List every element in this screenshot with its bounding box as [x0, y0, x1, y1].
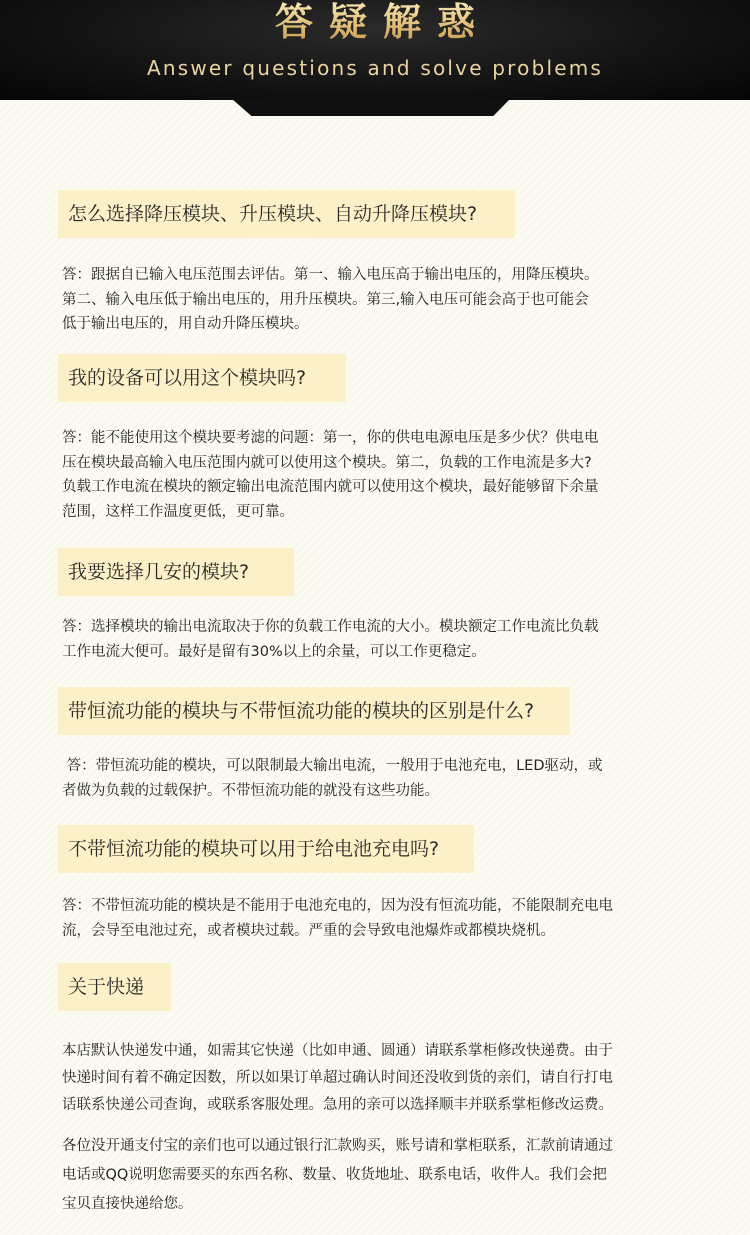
faq-question-2: 我的设备可以用这个模块吗?	[58, 354, 346, 402]
shipping-heading: 关于快递	[58, 963, 171, 1011]
header-tab-decoration	[232, 99, 510, 116]
answer-line: 答：跟据自已输入电压范围去评估。第一、输入电压高于输出电压的，用降压模块。	[62, 267, 599, 283]
answer-line: 宝贝直接快递给您。	[62, 1196, 193, 1212]
answer-line: 压在模块最高输入电压范围内就可以使用这个模块。第二，负载的工作电流是多大?	[62, 454, 592, 471]
answer-line: 快递时间有着不确定因数，所以如果订单超过确认时间还没收到货的亲们，请自行打电	[62, 1070, 613, 1086]
page-title: 答疑解惑	[0, 0, 750, 44]
faq-answer-4	[62, 754, 702, 803]
faq-answer-5	[62, 894, 702, 943]
header-banner	[0, 0, 750, 100]
faq-answer-2	[62, 426, 702, 524]
answer-line: 话联系快递公司查询，或联系客服处理。急用的亲可以选择顺丰并联系掌柜修改运费。	[62, 1097, 613, 1113]
faq-answer-1	[62, 263, 702, 337]
answer-line: 各位没开通支付宝的亲们也可以通过银行汇款购买，账号请和掌柜联系，汇款前请通过	[62, 1138, 613, 1154]
answer-line: 范围，这样工作温度更低，更可靠。	[62, 503, 294, 520]
answer-line: 答：选择模块的输出电流取决于你的负载工作电流的大小。模块额定工作电流比负载	[62, 619, 599, 635]
answer-line: 电话或QQ说明您需要买的东西名称、数量、收货地址、联系电话，收件人。我们会把	[62, 1167, 607, 1183]
faq-answer-3	[62, 615, 702, 664]
shipping-paragraph-1	[62, 1038, 702, 1119]
answer-line: 本店默认快递发中通，如需其它快递（比如申通、圆通）请联系掌柜修改快递费。由于	[62, 1043, 613, 1059]
shipping-paragraph-2	[62, 1132, 702, 1219]
faq-question-3: 我要选择几安的模块?	[58, 548, 294, 596]
faq-question-4: 带恒流功能的模块与不带恒流功能的模块的区别是什么?	[58, 687, 570, 735]
answer-line: 答：不带恒流功能的模块是不能用于电池充电的，因为没有恒流功能，不能限制充电电	[62, 898, 613, 914]
answer-line: 负载工作电流在模块的额定输出电流范围内就可以使用这个模块，最好能够留下余量	[62, 479, 599, 495]
answer-line: 者做为负载的过载保护。不带恒流功能的就没有这些功能。	[62, 782, 439, 799]
faq-question-5: 不带恒流功能的模块可以用于给电池充电吗?	[58, 825, 474, 873]
answer-line: 答：带恒流功能的模块，可以限制最大输出电流，一般用于电池充电，LED驱动，或	[62, 758, 603, 774]
answer-line: 低于输出电压的，用自动升降压模块。	[62, 316, 309, 332]
answer-line: 流，会导至电池过充，或者模块过载。严重的会导致电池爆炸或都模块烧机。	[62, 922, 555, 939]
answer-line: 工作电流大便可。最好是留有30%以上的余量，可以工作更稳定。	[62, 643, 486, 660]
answer-line: 第二、输入电压低于输出电压的，用升压模块。第三,输入电压可能会高于也可能会	[62, 291, 589, 308]
answer-line: 答：能不能使用这个模块要考滤的问题：第一，你的供电电源电压是多少伏？供电电	[62, 430, 599, 446]
page-subtitle: Answer questions and solve problems	[146, 56, 604, 80]
faq-question-1: 怎么选择降压模块、升压模块、自动升降压模块?	[58, 190, 515, 238]
